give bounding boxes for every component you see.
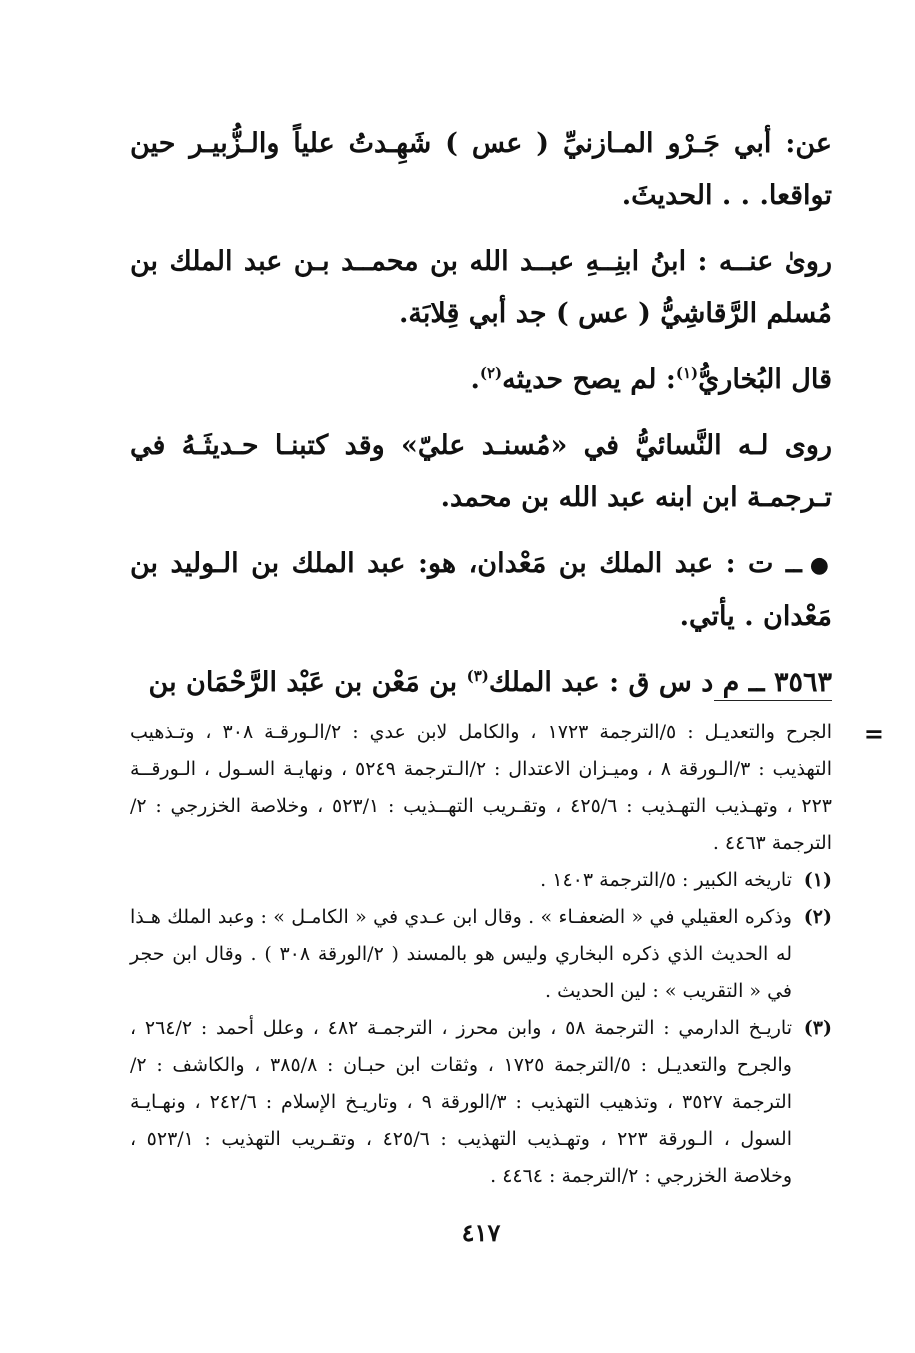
paragraph-5 <box>130 538 832 643</box>
footnote-2-number: (٢) <box>803 906 832 928</box>
paragraph-3-middle: : لم يصح حديثه <box>502 364 676 395</box>
paragraph-4: روى لـه النَّسائيُّ في «مُسنـد عليّ» وقد كتبنـا حـديثَـهُ في تـرجمـة ابن ابنه عبد الله بن محمد. <box>130 430 832 513</box>
footnotes <box>130 714 832 1195</box>
paragraph-6-after: بن مَعْن بن عَبْد الرَّحْمَان بن <box>148 667 467 698</box>
bullet-icon: ● <box>809 552 832 578</box>
paragraph-3 <box>130 354 832 406</box>
footnote-1-number: (١) <box>803 869 832 891</box>
page-number: ٤١٧ <box>461 1218 501 1247</box>
paragraph-3-after: . <box>470 364 480 395</box>
footnote-3-number: (٣) <box>803 1017 832 1039</box>
footnote-ref-3[interactable]: (٣) <box>466 667 489 685</box>
footnote-3-text: تاريـخ الدارمي : الترجمة ٥٨ ، وابن محرز ، الترجمـة ٤٨٢ ، وعلل أحمد : ٢٦٤/٢ ، والجرح والتعديـل : ٥/الترجمة ١٧٢٥ ، وثقات ابن حبـان : ٣٨٥/٨ ، والكاشف : ٢/الترجمة ٣٥٢٧ ، وتذهيب التهذيب : ٣/الورقة ٩ ، وتاريـخ الإسلام : ٢٤٢/٦ ، ونهـايـة السول ، الـورقة ٢٢٣ ، وتهـذيب التهذيب : ٤٢٥/٦ ، وتقـريب التهذيب : ٥٢٣/١ ، وخلاصة الخزرجي : ٢/الترجمة : ٤٤٦٤ . <box>130 1017 793 1187</box>
paragraph-6-before: ٣٥٦٣ ــ م د س ق : عبد الملك <box>488 667 832 698</box>
footnote-continuation-text: الجرح والتعديـل : ٥/الترجمة ١٧٢٣ ، والكامل لابن عدي : ٢/الـورقـة ٣٠٨ ، وتـذهيب التهذيب : ٣/الـورقة ٨ ، وميـزان الاعتدال : ٢/الـترجمة ٥٢٤٩ ، ونهايـة السـول ، الـورقــة ٢٢٣ ، وتهـذيب التهـذيب : ٤٢٥/٦ ، وتقـريب التهــذيب : ٥٢٣/١ ، وخلاصة الخزرجي : ٢/الترجمة ٤٤٦٣ . <box>130 721 833 854</box>
paragraph-5-text: ــ ت : عبد الملك بن مَعْدان، هو: عبد الملك بن الـوليد بن مَعْدان . يأتي. <box>130 548 832 632</box>
footnote-continuation <box>130 714 832 862</box>
footnote-divider <box>714 700 832 701</box>
continuation-mark: = <box>863 719 884 748</box>
footnote-ref-1[interactable]: (١) <box>675 364 699 382</box>
footnote-1 <box>130 862 832 899</box>
footnote-2-text: وذكره العقيلي في « الضعفـاء » . وقال ابن عـدي في « الكامـل » : وعبد الملك هـذا له الحديث الذي ذكره البخاري وليس هو بالمسند ( ٢/الورقة ٣٠٨ ) . وقال ابن حجر في « التقريب » : لين الحديث . <box>130 906 792 1002</box>
paragraph-1: عن: أبي جَـرْو المـازنيِّ ( عس ) شَهِـدتُ علياً والـزُّبيـر حين تواقعا. . . الحديثَ. <box>130 128 832 211</box>
footnote-2 <box>130 899 832 1010</box>
footnote-3 <box>130 1010 832 1195</box>
footnote-1-text: تاريخه الكبير : ٥/الترجمة ١٤٠٣ . <box>540 869 792 891</box>
paragraph-2: روىٰ عنــه : ابنُ ابنِــهِ عبــد الله بن محمــد بـن عبد الملك بن مُسلم الرَّقاشِيُّ ( عس ) جد أبي قِلابَة. <box>130 246 832 329</box>
paragraph-6 <box>130 657 832 709</box>
page-body <box>130 118 884 1338</box>
footnote-ref-2[interactable]: (٢) <box>479 364 503 382</box>
paragraph-3-before: قال البُخاريُّ <box>698 364 832 395</box>
